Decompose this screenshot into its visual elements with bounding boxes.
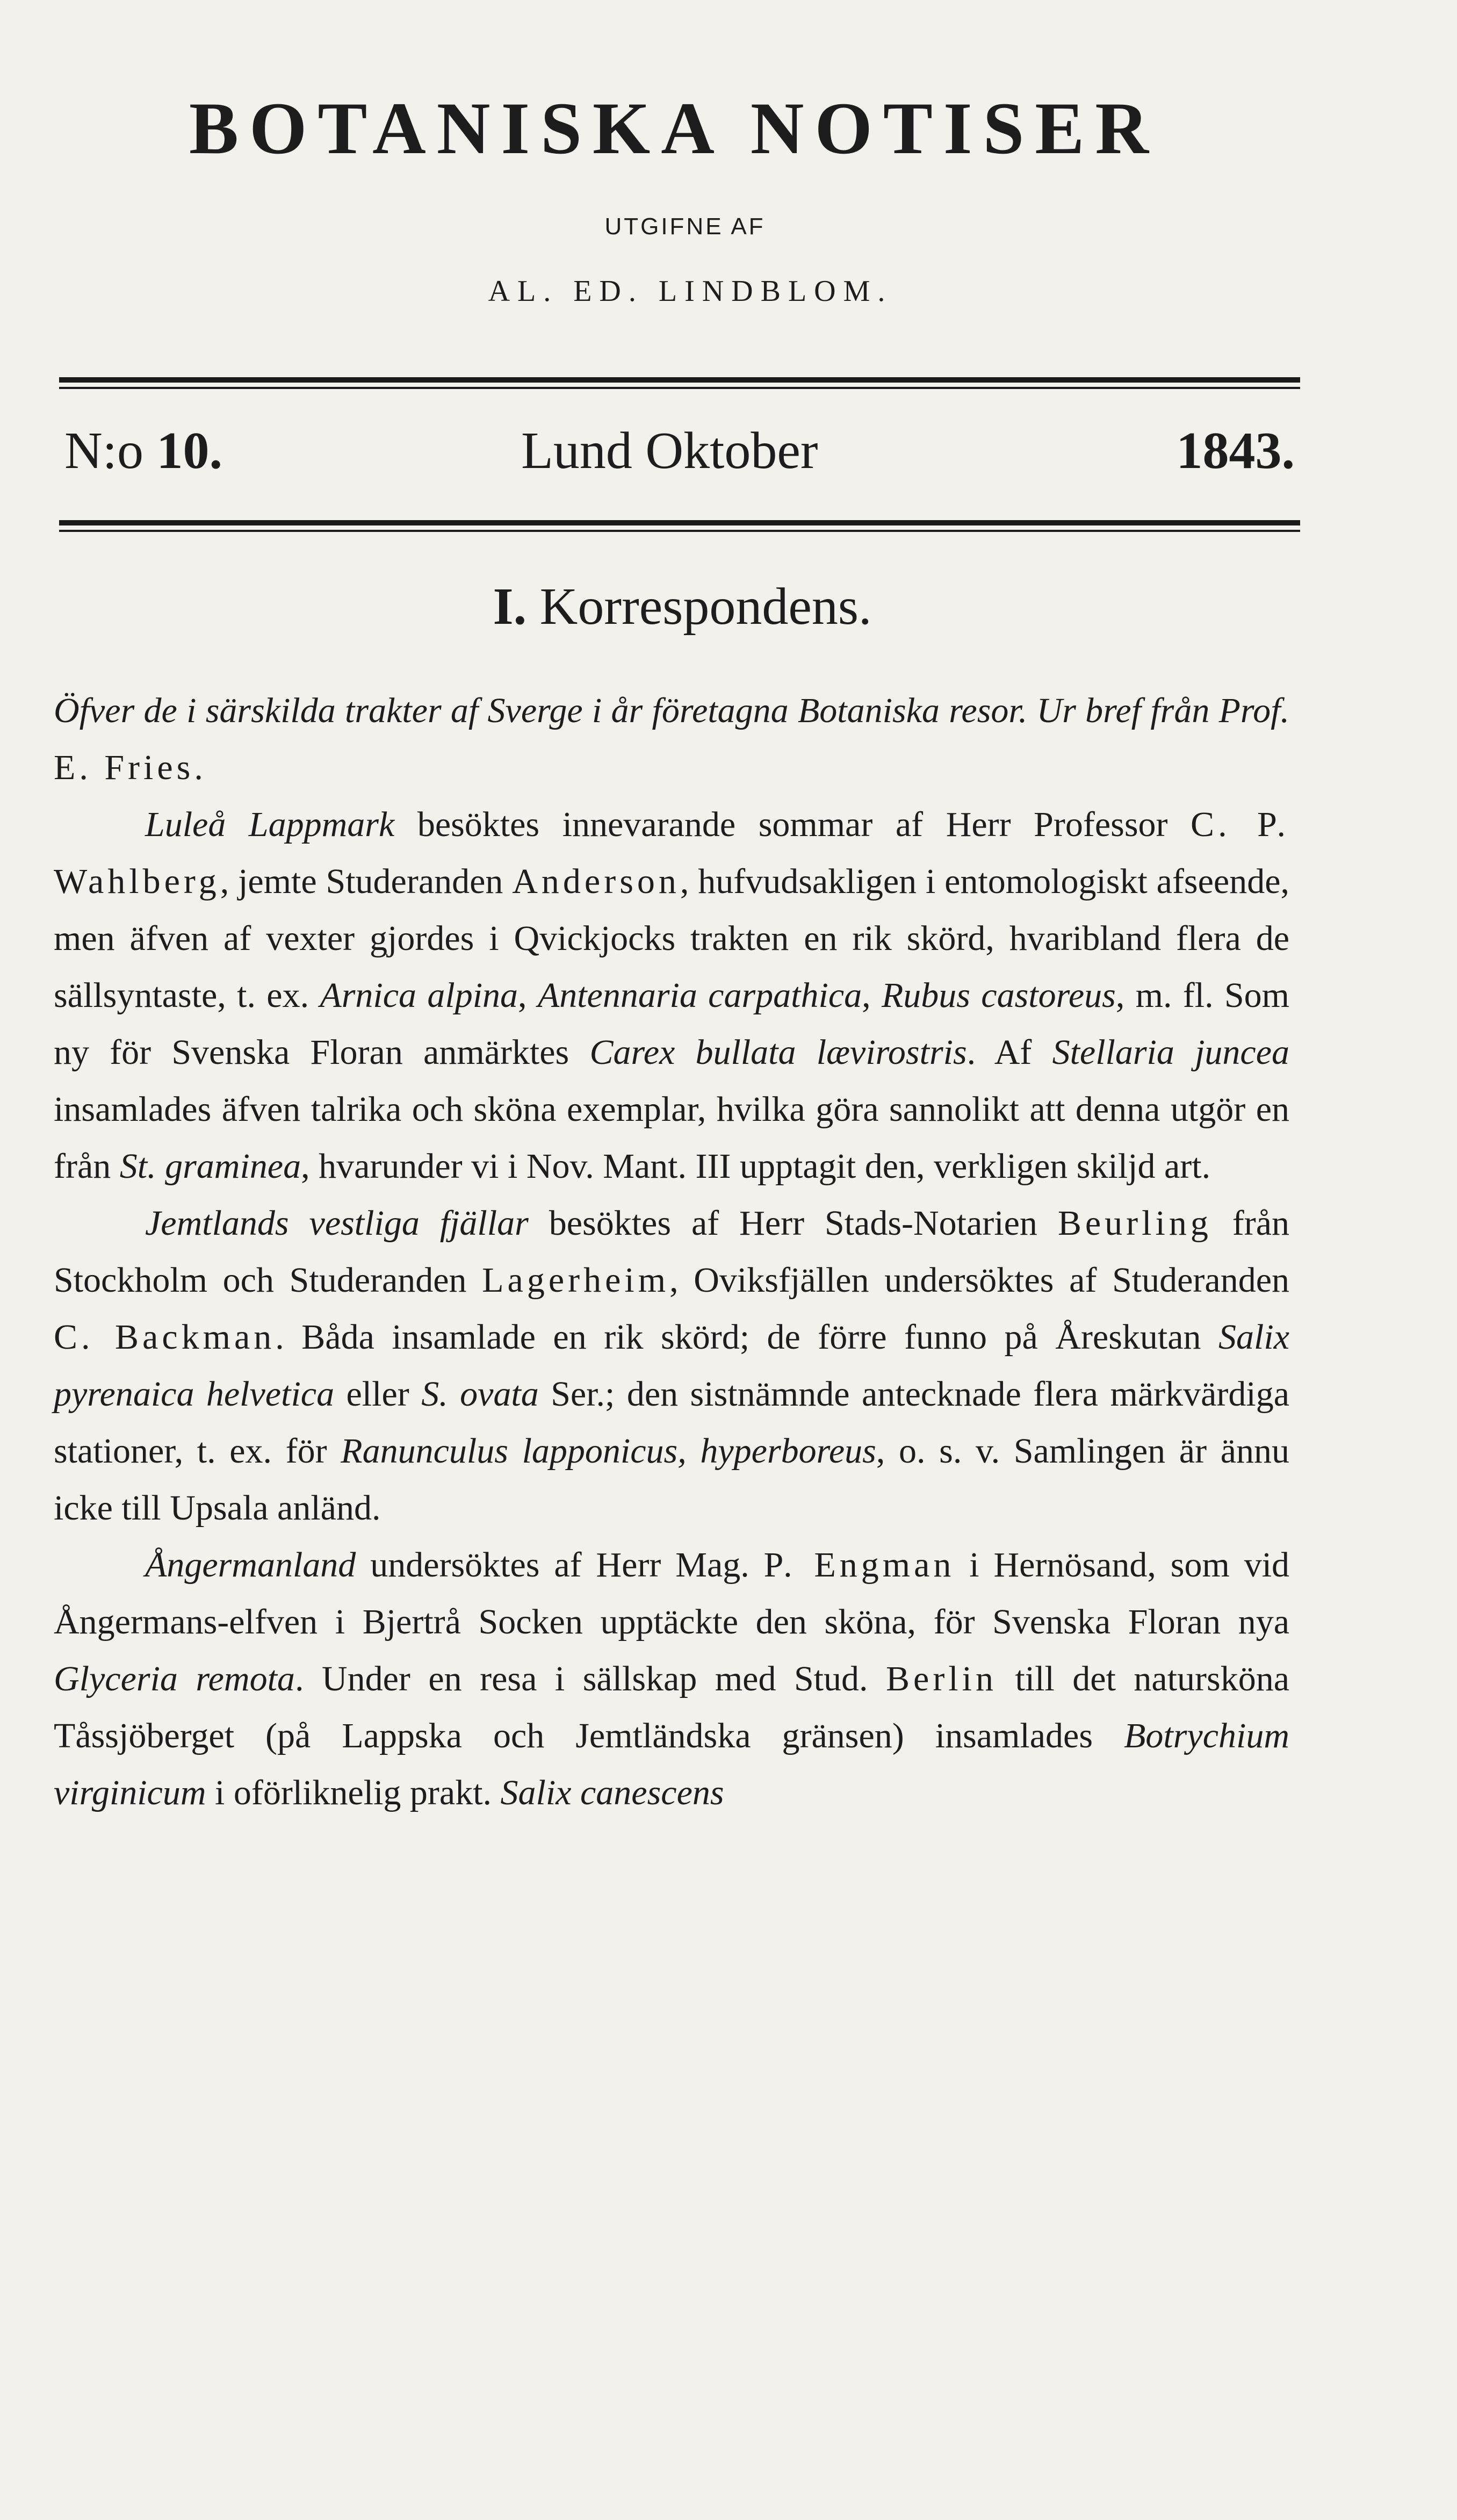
top-rule-thick [59,377,1300,383]
masthead-subtitle: UTGIFNE AF [604,213,766,240]
species-name: Glyceria remota [54,1659,295,1698]
text-run: , o. s. v. Samlingen är ännu icke till Upsala anländ. [54,1431,1289,1528]
species-name: St. graminea [119,1147,301,1186]
issue-place-date: Lund Oktober [521,422,818,480]
bottom-rule-thin [59,530,1300,532]
paragraph-lulea: Luleå Lappmark besöktes innevarande sommar af Herr Professor C. P. Wahlberg, jemte Studeranden Anderson, hufvudsakligen i entomologiskt afseende, men äfven af vexter gjordes i Qvickjocks trakten en rik skörd, hvaribland flera de sällsyntaste, t. ex. Arnica alpina, Antennaria carpathica, Rubus castoreus, m. fl. Som ny för Svenska Floran anmärktes Carex bullata lævirostris. Af Stellaria juncea insamlades äfven talrika och sköna exemplar, hvilka göra sannolikt att denna utgör en från St. graminea, hvarunder vi i Nov. Mant. III upptagit den, verkligen skiljd art. [54,805,1290,1186]
bottom-rule-thick [59,520,1300,525]
section-title: Korrespondens. [539,578,872,636]
species-name: Salix canescens [500,1773,724,1812]
text-run: , jemte Studeranden [220,862,503,901]
text-run: , Oviksfjällen undersöktes af Studeranden [669,1261,1289,1300]
text-run: insamlades äfven talrika och sköna exemplar, hvilka göra sannolikt att denna utgör en från [54,1090,1289,1186]
person-name: Anderson [512,862,680,901]
top-rule-thin [59,387,1300,389]
text-run: Ser.; den sistnämnde antecknade flera märkvärdiga stationer, t. ex. för [54,1374,1290,1471]
region-name: Luleå Lappmark [145,805,395,844]
section-heading [59,578,1305,636]
journal-title: BOTANISKA NOTISER [189,87,1160,169]
species-name: Ranunculus lapponicus, hyperboreus [341,1431,876,1471]
text-run: i Hernösand, som vid Ångermans-elfven i Bjertrå Socken upptäckte den sköna, för Svenska Floran nya [54,1545,1290,1641]
text-run: , hvarunder vi i Nov. Mant. III upptagit den, verkligen skiljd art. [301,1147,1211,1186]
intro-author: E. Fries. [54,748,207,787]
person-name: P. Engman [763,1545,955,1585]
species-name: Salix pyrenaica helvetica [54,1317,1290,1414]
text-run: . Båda insamlade en rik skörd; de förre funno på Åreskutan [275,1317,1201,1357]
issue-number-prefix: N:o [64,422,143,480]
person-name: C. Backman [54,1317,276,1357]
text-run: , hufvudsakligen i entomologiskt afseende, men äfven af vexter gjordes i Qvickjocks trakten en rik skörd, hvaribland flera de sällsyntaste, t. ex. [54,862,1290,1015]
text-run: eller [346,1374,409,1414]
article-body [54,682,1289,1821]
issue-number-value: 10. [156,422,222,480]
paragraph-jemtland [54,1195,1289,1537]
species-name: Antennaria carpathica [537,976,862,1015]
text-run: . Af [966,1033,1032,1072]
intro-source: Ur bref från Prof. [1036,691,1290,730]
intro-paragraph [54,682,1289,796]
region-name: Ångermanland [145,1545,356,1585]
person-name: Beurling [1057,1204,1212,1243]
region-name: Jemtlands vestliga fjällar [145,1204,529,1243]
text-run: till det natursköna Tåssjöberget (på Lappska och Jemtländska gränsen) insamlades [54,1659,1290,1755]
person-name: Berlin [886,1659,997,1698]
species-name: Stellaria juncea [1052,1033,1290,1072]
species-name: S. ovata [421,1374,539,1414]
editor-name: AL. ED. LINDBLOM. [488,275,893,308]
issue-number [64,422,222,480]
intro-heading: Öfver de i särskilda trakter af Sverge i år företagna Botaniska resor. [54,691,1028,730]
species-name: Botrychium virginicum [54,1716,1290,1812]
section-number: I. [493,578,527,636]
issue-line [64,424,1295,489]
species-name: Carex bullata lævirostris [589,1033,967,1072]
text-run: . Under en resa i sällskap med Stud. [294,1659,868,1698]
person-name: C. P. Wahlberg [54,805,1290,901]
paragraph-angermanland [54,1537,1289,1821]
species-name: Arnica alpina [320,976,518,1015]
text-run: från Stockholm och Studeranden [54,1204,1290,1300]
text-run: , m. fl. Som ny för Svenska Floran anmärktes [54,976,1289,1072]
text-run: besöktes innevarande sommar af Herr Professor [417,805,1168,844]
text-run: undersöktes af Herr Mag. [370,1545,749,1585]
text-run: besöktes af Herr Stads-Notarien [549,1204,1037,1243]
text-run: i oförliknelig prakt. [215,1773,492,1812]
person-name: Lagerheim [482,1261,670,1300]
issue-year: 1843. [1176,422,1295,480]
masthead [48,87,1300,308]
species-name: Rubus castoreus [881,976,1116,1015]
